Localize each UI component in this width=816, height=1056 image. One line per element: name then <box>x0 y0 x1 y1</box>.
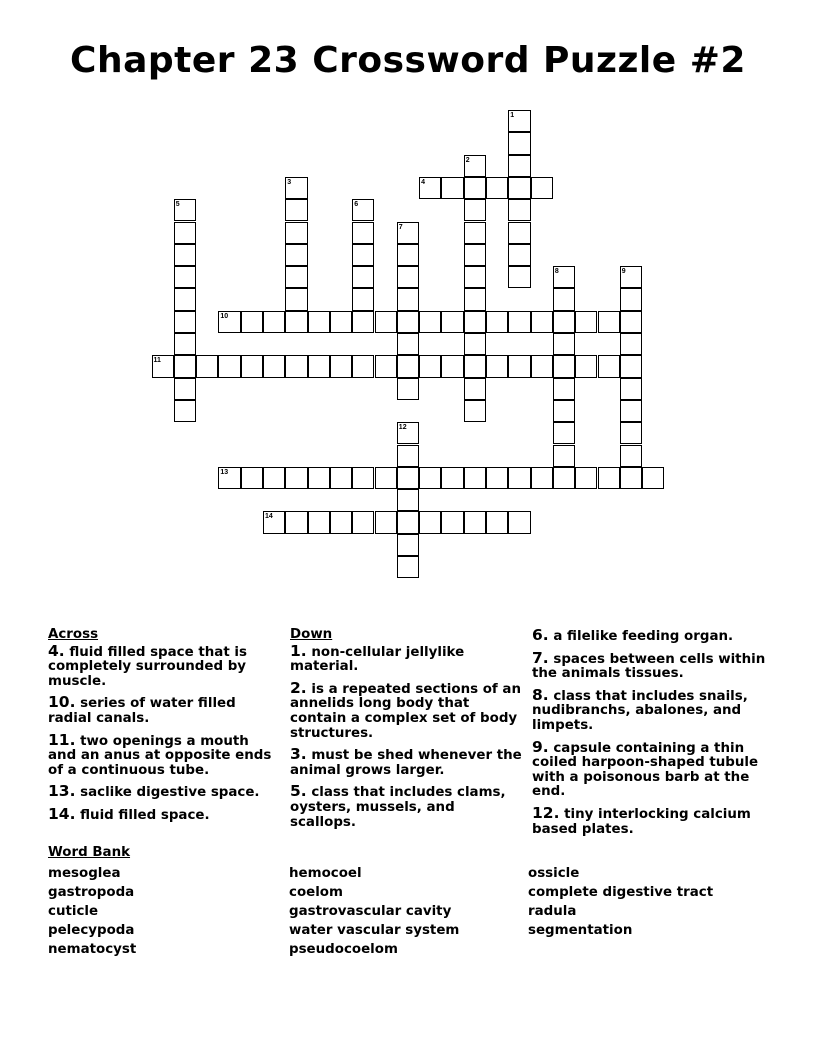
clue-item-number: 12. <box>532 803 560 822</box>
crossword-cell[interactable] <box>531 177 553 199</box>
crossword-cell[interactable] <box>464 288 486 310</box>
word-bank-item: gastrovascular cavity <box>289 904 452 919</box>
word-bank-item: radula <box>528 904 577 919</box>
crossword-cell[interactable] <box>464 222 486 244</box>
crossword-cell[interactable] <box>553 311 575 333</box>
clue-item <box>290 678 525 741</box>
crossword-cell[interactable] <box>285 288 307 310</box>
word-bank-item: mesoglea <box>48 866 121 881</box>
crossword-cell[interactable] <box>508 222 530 244</box>
clue-item-text: two openings a mouth and an anus at opposite ends of a continuous tube. <box>48 733 272 778</box>
crossword-cell[interactable] <box>397 511 419 533</box>
crossword-cell[interactable] <box>553 333 575 355</box>
clue-number: 4 <box>421 178 425 186</box>
clue-item-text: must be shed whenever the animal grows larger. <box>290 748 522 778</box>
crossword-cell[interactable] <box>464 311 486 333</box>
crossword-cell[interactable] <box>308 311 330 333</box>
crossword-cell[interactable] <box>397 556 419 578</box>
crossword-cell[interactable] <box>553 378 575 400</box>
crossword-cell[interactable] <box>397 489 419 511</box>
crossword-cell[interactable] <box>285 311 307 333</box>
crossword-cell[interactable] <box>196 355 218 377</box>
crossword-cell[interactable] <box>285 266 307 288</box>
word-bank-column-1 <box>48 864 136 959</box>
crossword-cell[interactable] <box>508 155 530 177</box>
clue-item-text: series of water filled radial canals. <box>48 696 236 726</box>
crossword-cell[interactable] <box>174 222 196 244</box>
word-bank-item: complete digestive tract <box>528 885 714 900</box>
clue-item-number: 6. <box>532 626 549 644</box>
clue-item-text: tiny interlocking calcium based plates. <box>532 806 751 837</box>
clue-number: 10 <box>220 312 229 320</box>
word-bank-item: hemocoel <box>289 866 362 881</box>
word-bank-item: gastropoda <box>48 885 135 900</box>
crossword-cell[interactable] <box>464 400 486 422</box>
crossword-cell[interactable] <box>375 511 397 533</box>
clue-item <box>290 641 525 675</box>
crossword-cell[interactable] <box>441 511 463 533</box>
clue-item-text: a filelike feeding organ. <box>548 629 734 644</box>
crossword-cell[interactable] <box>531 467 553 489</box>
crossword-cell[interactable] <box>620 378 642 400</box>
crossword-cell[interactable] <box>397 333 419 355</box>
clue-item-text: non-cellular jellylike material. <box>290 644 465 675</box>
clue-item-text: class that includes clams, oysters, mussels, and scallops. <box>290 785 506 830</box>
crossword-cell[interactable] <box>620 311 642 333</box>
clue-number: 1 <box>510 112 515 119</box>
clue-item-number: 1. <box>290 641 307 660</box>
crossword-cell[interactable] <box>174 355 196 377</box>
clue-item-number: 10. <box>48 693 76 712</box>
crossword-cell[interactable] <box>308 511 330 533</box>
crossword-cell[interactable] <box>375 311 397 333</box>
crossword-cell[interactable] <box>553 355 575 377</box>
crossword-cell[interactable] <box>285 511 307 533</box>
crossword-cell[interactable] <box>263 467 285 489</box>
crossword-cell[interactable] <box>642 467 664 489</box>
crossword-cell[interactable] <box>464 467 486 489</box>
page-title: Chapter 23 Crossword Puzzle #2 <box>70 40 746 81</box>
crossword-cell[interactable] <box>508 177 530 199</box>
crossword-cell[interactable] <box>285 199 307 221</box>
clue-item <box>48 695 278 726</box>
clue-number: 7 <box>398 223 403 231</box>
crossword-cell[interactable] <box>508 311 530 333</box>
crossword-cell[interactable] <box>486 177 508 199</box>
word-bank-item: nematocyst <box>48 942 137 957</box>
crossword-cell[interactable] <box>308 467 330 489</box>
clue-item-text: fluid filled space. <box>75 807 210 823</box>
crossword-cell[interactable] <box>241 467 263 489</box>
clue-number: 11 <box>153 357 161 365</box>
clue-number: 3 <box>287 178 292 186</box>
crossword-cell[interactable] <box>531 311 553 333</box>
clue-item <box>290 747 525 778</box>
crossword-cell[interactable] <box>285 355 307 377</box>
crossword-cell[interactable] <box>352 222 374 244</box>
word-bank-item: ossicle <box>528 866 580 881</box>
crossword-cell[interactable] <box>620 355 642 377</box>
crossword-cell[interactable] <box>352 244 374 266</box>
crossword-cell[interactable] <box>174 266 196 288</box>
crossword-cell[interactable] <box>531 355 553 377</box>
crossword-cell[interactable] <box>464 199 486 221</box>
crossword-cell[interactable] <box>397 534 419 556</box>
clue-number: 14 <box>265 513 273 521</box>
crossword-cell[interactable] <box>620 400 642 422</box>
crossword-cell[interactable] <box>330 311 352 333</box>
word-bank-item: water vascular system <box>289 923 460 938</box>
crossword-cell[interactable] <box>620 467 642 489</box>
crossword-cell[interactable] <box>508 467 530 489</box>
crossword-cell[interactable] <box>397 355 419 377</box>
crossword-cell[interactable] <box>397 266 419 288</box>
clue-item-number: 11. <box>48 730 76 749</box>
clue-item <box>532 803 772 837</box>
clue-item-number: 5. <box>290 782 307 801</box>
clue-item <box>48 730 278 779</box>
crossword-cell[interactable] <box>352 467 374 489</box>
crossword-cell[interactable] <box>464 266 486 288</box>
clue-item <box>290 784 525 830</box>
clue-item-number: 8. <box>532 685 549 704</box>
crossword-cell[interactable] <box>330 467 352 489</box>
crossword-cell[interactable] <box>352 288 374 310</box>
clue-item-text: spaces between cells within the animals tissues. <box>532 651 766 682</box>
word-bank-item: pseudocoelom <box>289 942 398 957</box>
crossword-cell[interactable] <box>553 467 575 489</box>
crossword-cell[interactable] <box>419 467 441 489</box>
clue-number: 13 <box>220 468 229 476</box>
crossword-cell[interactable] <box>397 378 419 400</box>
clue-number: 6 <box>354 201 359 209</box>
crossword-cell[interactable] <box>397 467 419 489</box>
clue-item <box>532 648 772 682</box>
crossword-cell[interactable] <box>553 288 575 310</box>
crossword-cell[interactable] <box>486 511 508 533</box>
crossword-cell[interactable] <box>553 400 575 422</box>
crossword-cell[interactable] <box>285 222 307 244</box>
crossword-cell[interactable] <box>241 311 263 333</box>
crossword-cell[interactable] <box>464 177 486 199</box>
crossword-cell[interactable] <box>464 378 486 400</box>
crossword-cell[interactable] <box>441 311 463 333</box>
clue-item-number: 3. <box>290 745 307 764</box>
clue-item-text: capsule containing a thin coiled harpoon-shaped tubule with a poisonous barb at the end. <box>532 740 759 800</box>
word-bank-item: cuticle <box>48 904 99 919</box>
down-clues-continued <box>532 628 772 843</box>
crossword-cell[interactable] <box>508 511 530 533</box>
crossword-cell[interactable] <box>553 422 575 444</box>
crossword-cell[interactable] <box>575 355 597 377</box>
down-clues <box>290 628 525 836</box>
word-bank-item: pelecypoda <box>48 923 135 938</box>
clue-number: 2 <box>465 156 470 164</box>
word-bank-column-3 <box>528 864 713 940</box>
clue-item <box>532 685 772 734</box>
word-bank-heading: Word Bank <box>48 845 131 860</box>
clue-item-text: is a repeated sections of an annelids long body that contain a complex set of body structures. <box>290 681 521 741</box>
crossword-cell[interactable] <box>397 288 419 310</box>
word-bank-item: coelom <box>289 885 343 900</box>
crossword-cell[interactable] <box>620 422 642 444</box>
across-clues <box>48 628 278 830</box>
down-clue-list-continued <box>532 628 772 837</box>
crossword-cell[interactable] <box>441 177 463 199</box>
crossword-cell[interactable] <box>508 132 530 154</box>
clue-item-text: fluid filled space that is completely surrounded by muscle. <box>48 644 247 689</box>
crossword-cell[interactable] <box>330 511 352 533</box>
clue-item <box>48 804 278 824</box>
crossword-cell[interactable] <box>174 378 196 400</box>
crossword-cell[interactable] <box>352 355 374 377</box>
clue-item-number: 13. <box>48 782 76 801</box>
crossword-cell[interactable] <box>397 244 419 266</box>
clue-item-text: class that includes snails, nudibranchs, abalones, and limpets. <box>532 688 748 733</box>
crossword-cell[interactable] <box>508 199 530 221</box>
crossword-cell[interactable] <box>598 467 620 489</box>
clue-item <box>48 784 278 801</box>
clue-item-number: 2. <box>290 678 307 697</box>
crossword-cell[interactable] <box>464 355 486 377</box>
crossword-cell[interactable] <box>419 311 441 333</box>
crossword-cell[interactable] <box>263 355 285 377</box>
crossword-cell[interactable] <box>263 311 285 333</box>
across-clue-list <box>48 641 278 824</box>
clue-item-number: 9. <box>532 737 549 756</box>
clue-item-number: 7. <box>532 648 549 667</box>
crossword-cell[interactable] <box>486 467 508 489</box>
clue-number: 8 <box>554 268 559 276</box>
crossword-cell[interactable] <box>241 355 263 377</box>
crossword-cell[interactable] <box>508 266 530 288</box>
crossword-cell[interactable] <box>598 355 620 377</box>
across-heading: Across <box>48 627 99 642</box>
clue-item <box>532 737 772 800</box>
crossword-cell[interactable] <box>174 311 196 333</box>
word-bank-column-2 <box>289 864 459 959</box>
crossword-cell[interactable] <box>397 445 419 467</box>
clue-item-text: saclike digestive space. <box>75 785 260 801</box>
crossword-cell[interactable] <box>174 333 196 355</box>
crossword-cell[interactable] <box>486 311 508 333</box>
word-bank-item: segmentation <box>528 923 633 938</box>
crossword-cell[interactable] <box>419 511 441 533</box>
clue-item <box>48 641 278 690</box>
crossword-cell[interactable] <box>285 467 307 489</box>
crossword-cell[interactable] <box>620 445 642 467</box>
crossword-cell[interactable] <box>285 244 307 266</box>
crossword-cell[interactable] <box>441 355 463 377</box>
clue-number: 9 <box>621 268 626 276</box>
crossword-cell[interactable] <box>218 355 240 377</box>
crossword-cell[interactable] <box>397 311 419 333</box>
crossword-cell[interactable] <box>508 355 530 377</box>
crossword-cell[interactable] <box>352 511 374 533</box>
crossword-cell[interactable] <box>464 333 486 355</box>
crossword-cell[interactable] <box>553 445 575 467</box>
crossword-cell[interactable] <box>174 400 196 422</box>
clue-item-number: 14. <box>48 804 76 823</box>
crossword-cell[interactable] <box>441 467 463 489</box>
crossword-cell[interactable] <box>330 355 352 377</box>
crossword-cell[interactable] <box>508 244 530 266</box>
crossword-cell[interactable] <box>486 355 508 377</box>
crossword-cell[interactable] <box>598 311 620 333</box>
crossword-cell[interactable] <box>375 355 397 377</box>
crossword-cell[interactable] <box>174 244 196 266</box>
crossword-cell[interactable] <box>575 467 597 489</box>
crossword-cell[interactable] <box>419 355 441 377</box>
down-heading: Down <box>290 627 333 642</box>
crossword-cell[interactable] <box>464 244 486 266</box>
crossword-cell[interactable] <box>575 311 597 333</box>
clue-item <box>532 628 772 645</box>
crossword-cell[interactable] <box>174 288 196 310</box>
clue-number: 5 <box>175 201 180 209</box>
clue-number: 12 <box>398 424 407 432</box>
down-clue-list <box>290 641 525 831</box>
crossword-cell[interactable] <box>308 355 330 377</box>
crossword-cell[interactable] <box>620 333 642 355</box>
crossword-cell[interactable] <box>352 266 374 288</box>
clue-item-number: 4. <box>48 641 65 660</box>
crossword-cell[interactable] <box>620 288 642 310</box>
crossword-cell[interactable] <box>352 311 374 333</box>
crossword-cell[interactable] <box>464 511 486 533</box>
crossword-cell[interactable] <box>375 467 397 489</box>
